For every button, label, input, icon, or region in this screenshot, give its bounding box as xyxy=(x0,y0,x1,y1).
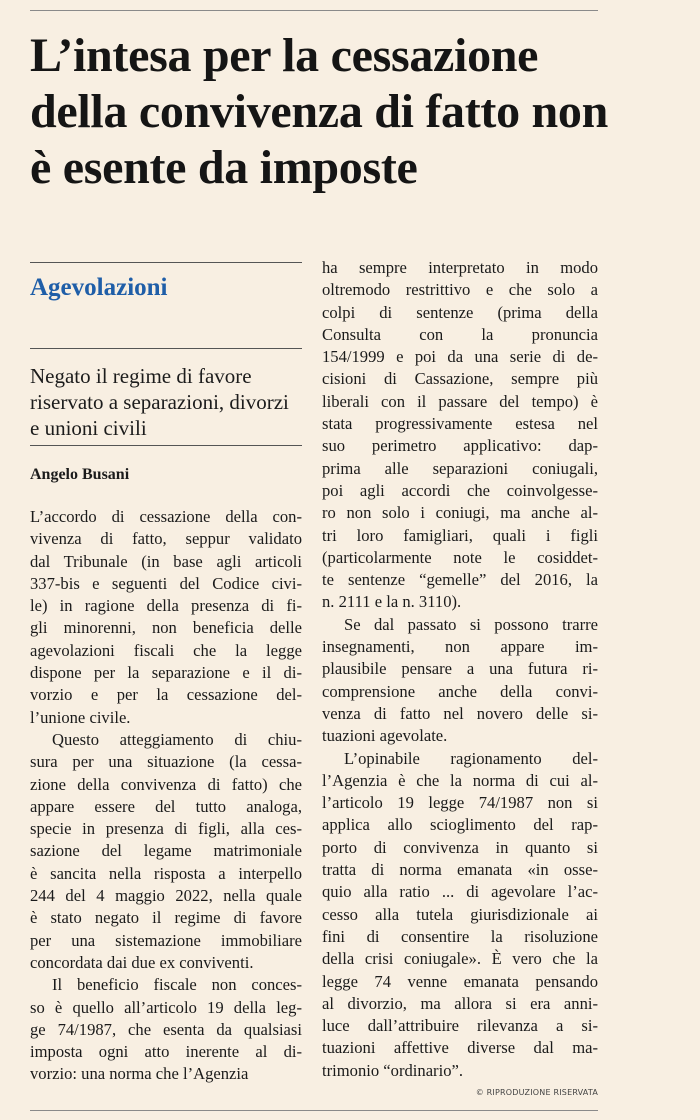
text-line: plausibile pensare a una futura ri- xyxy=(322,659,598,679)
text-line: quio alla ratio ... di agevolare l’ac- xyxy=(322,882,598,902)
text-line: prima alle separazioni coniugali, xyxy=(322,458,598,478)
text-line: dispone per la separazione e il di- xyxy=(30,663,302,683)
text-line: L’opinabile ragionamento del- xyxy=(344,748,598,768)
text-line: sazione del legame matrimoniale xyxy=(30,841,302,861)
text-line: poi agli accordi che coinvolgesse- xyxy=(322,480,598,500)
text-line: ge 74/1987, che esenta da qualsiasi xyxy=(30,1019,302,1039)
text-line: tuazioni agevolate. xyxy=(322,726,448,746)
text-line: fini di consentire la risoluzione xyxy=(322,926,598,946)
text-line: (particolarmente note le cosiddet- xyxy=(322,547,598,567)
text-line: le) in ragione della presenza di fi- xyxy=(30,596,302,616)
author-byline: Angelo Busani xyxy=(30,466,130,483)
text-line: suo perimetro applicativo: dap- xyxy=(322,436,598,456)
text-line: n. 2111 e la n. 3110). xyxy=(322,592,462,612)
text-line: Se dal passato si possono trarre xyxy=(344,614,598,634)
summary: Negato il regime di favore riservato a separazioni, divorzi e unioni civili xyxy=(30,364,289,440)
text-line: zione della convivenza di fatto) che xyxy=(30,774,302,794)
text-line: Il beneficio fiscale non conces- xyxy=(52,975,302,995)
text-line: porto di convivenza in quanto si xyxy=(322,837,598,857)
text-line: tuazioni affettive diverse dal ma- xyxy=(322,1038,598,1058)
text-line: specie in presenza di figli, alla ces- xyxy=(30,819,302,839)
text-line: comprensione anche della convi- xyxy=(322,681,598,701)
text-line: vivenza di fatto, seppur validato xyxy=(30,529,302,549)
section-rule xyxy=(30,262,302,263)
text-line: 337-bis e seguenti del Codice civi- xyxy=(30,573,302,593)
left-body xyxy=(30,506,302,1086)
text-line: l’Agenzia è che la norma di cui al- xyxy=(322,770,598,790)
text-line: gli minorenni, non beneficia delle xyxy=(30,618,302,638)
text-line: l’unione civile. xyxy=(30,707,131,727)
copyright-notice: © RIPRODUZIONE RISERVATA xyxy=(475,1087,598,1097)
text-line: 244 del 4 maggio 2022, nella quale xyxy=(30,886,302,906)
text-line: agevolazioni fiscali che la legge xyxy=(30,640,302,660)
text-line: legge 74 venne emanata pensando xyxy=(322,971,598,991)
section-label: Agevolazioni xyxy=(30,274,168,301)
text-line: L’accordo di cessazione della con- xyxy=(30,507,302,526)
headline: L’intesa per la cessazione della convivenza di fatto non è esente da imposte xyxy=(30,29,608,194)
summary-rule-top xyxy=(30,348,302,349)
text-line: è sancita nella risposta a interpello xyxy=(30,863,302,883)
text-line: vorzio: una norma che l’Agenzia xyxy=(30,1064,249,1084)
right-body xyxy=(322,257,598,1082)
text-line: Consulta con la pronuncia xyxy=(322,324,598,344)
text-line: è stato negato il regime di favore xyxy=(30,908,302,928)
text-line: cisioni di Cassazione, sempre più xyxy=(322,369,598,389)
text-line: imposta ogni atto inerente al di- xyxy=(30,1042,302,1062)
text-line: Questo atteggiamento di chiu- xyxy=(52,729,302,749)
text-line: tratta di norma emanata «in osse- xyxy=(322,860,598,880)
top-rule xyxy=(30,10,598,11)
text-line: liberali con il passare del tempo) è xyxy=(322,391,598,411)
text-line: insegnamenti, non appare im- xyxy=(322,637,598,657)
text-line: concordata dai due ex conviventi. xyxy=(30,952,254,972)
text-line: 154/1999 e poi da una serie di de- xyxy=(322,347,598,367)
summary-rule-bottom xyxy=(30,445,302,446)
text-line: colpi di sentenze (prima della xyxy=(322,302,598,322)
right-column xyxy=(322,257,598,1097)
text-line: applica allo scioglimento del rap- xyxy=(322,815,598,835)
text-line: venza di fatto nel novero delle si- xyxy=(322,703,598,723)
text-line: luce dall’attribuire rilevanza a si- xyxy=(322,1016,598,1036)
text-line: te sentenze “gemelle” del 2016, la xyxy=(322,570,598,590)
text-line: al divorzio, ma allora si era anni- xyxy=(322,993,598,1013)
text-line: trimonio “ordinario”. xyxy=(322,1060,464,1080)
text-line: tri loro famigliari, quali i figli xyxy=(322,525,598,545)
text-line: oltremodo restrittivo e che solo a xyxy=(322,280,598,300)
text-line: ha sempre interpretato in modo xyxy=(322,258,598,277)
left-column xyxy=(30,262,302,1086)
text-line: l’articolo 19 legge 74/1987 non si xyxy=(322,793,598,813)
text-line: vorzio e per la cessazione del- xyxy=(30,685,302,705)
text-line: della crisi coniugale». È vero che la xyxy=(322,949,598,969)
text-line: sura per una situazione (la cessa- xyxy=(30,752,302,772)
text-line: appare essere del tutto analoga, xyxy=(30,796,302,816)
text-line: so è quello all’articolo 19 della leg- xyxy=(30,997,302,1017)
bottom-rule xyxy=(30,1110,598,1111)
text-line: cesso alla tutela giurisdizionale ai xyxy=(322,904,598,924)
text-line: per una sistemazione immobiliare xyxy=(30,930,302,950)
text-line: ro non solo i coniugi, ma anche al- xyxy=(322,503,598,523)
text-line: dal Tribunale (in base agli articoli xyxy=(30,551,302,571)
text-line: stata progressivamente estesa nel xyxy=(322,414,598,434)
